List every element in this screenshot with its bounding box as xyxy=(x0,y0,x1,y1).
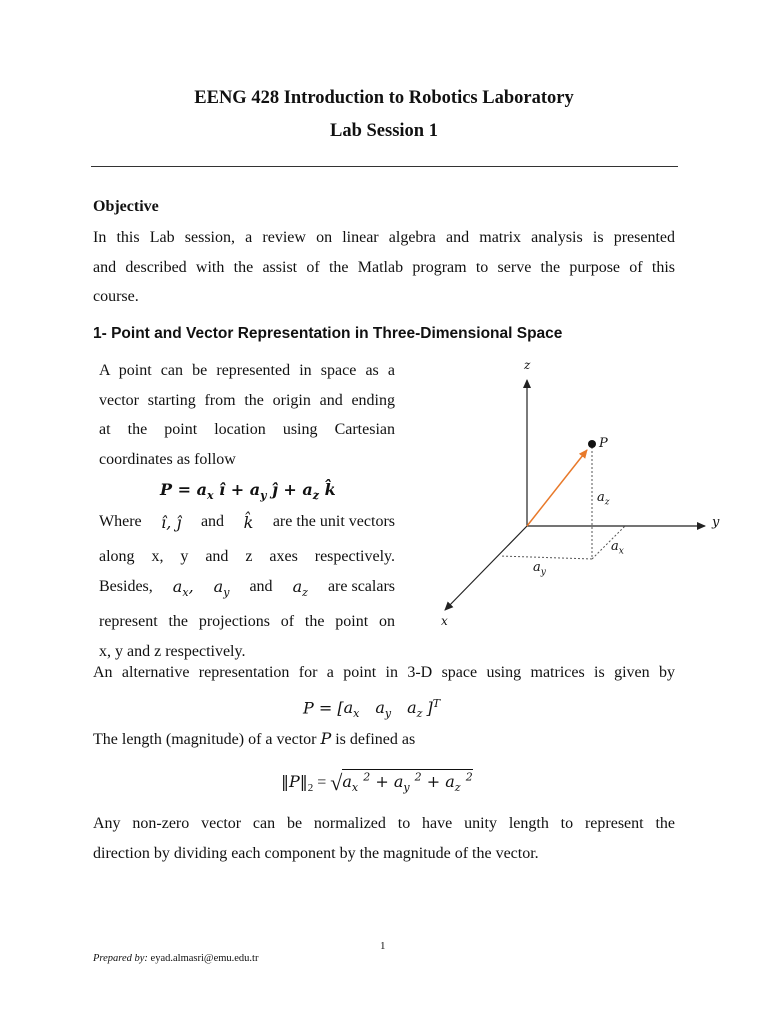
ax-symbol: $a_x$, xyxy=(172,576,194,599)
norm-terms: $a_x$ $^2 + a_y$ $^2 + a_z$ $^2$ xyxy=(342,770,473,795)
alt-representation-line: An alternative representation for a point in 3-D space using matrices is given by xyxy=(93,664,675,681)
y-axis-label: y xyxy=(712,515,720,530)
unit-vectors-ij: î, ĵ xyxy=(161,513,182,532)
are-scalars-text: are scalars xyxy=(327,577,395,595)
and-word: and xyxy=(249,577,273,595)
page-title: EENG 428 Introduction to Robotics Laboratory xyxy=(194,88,574,108)
unit-vector-k: k̂ xyxy=(243,513,254,532)
intro-line: A point can be represented in space as a xyxy=(99,362,395,379)
footer xyxy=(93,953,258,964)
objective-line: course. xyxy=(93,288,139,305)
besides-text: Besides, xyxy=(99,577,153,595)
title-divider xyxy=(91,166,678,167)
norm-equals: = xyxy=(313,774,331,791)
coordinate-diagram xyxy=(420,355,730,635)
matrix-ay: $a_y$ xyxy=(375,698,392,721)
intro-line: coordinates as follow xyxy=(99,450,236,468)
matrix-ax: $a_x$ xyxy=(343,698,360,721)
y-projection xyxy=(500,556,592,559)
norm-lhs: ‖P‖ xyxy=(281,772,308,791)
objective-paragraph xyxy=(93,223,675,312)
besides-line xyxy=(99,572,395,608)
normalize-line: direction by dividing each component by the magnitude of the vector. xyxy=(93,844,539,862)
where-line xyxy=(99,513,395,532)
sqrt-symbol: √ xyxy=(330,770,343,795)
vector-arrow xyxy=(527,450,587,526)
length-text-a: The length (magnitude) of a vector xyxy=(93,731,321,748)
x-axis xyxy=(445,526,527,610)
projection-line: represent the projections of the point on xyxy=(99,613,395,631)
intro-line: vector starting from the origin and ending xyxy=(99,391,395,409)
point-label: P xyxy=(599,436,608,451)
length-line xyxy=(93,729,415,749)
objective-heading: Objective xyxy=(93,198,159,215)
az-symbol: $a_z$ xyxy=(292,576,308,599)
unit-vectors-text: are the unit vectors xyxy=(272,513,395,530)
ax-label: $a_x$ xyxy=(611,539,624,557)
objective-line: and described with the assist of the Matlab program to serve the purpose of this xyxy=(93,258,675,276)
matrix-lhs: P = [ xyxy=(303,698,344,718)
length-text-b: is defined as xyxy=(331,731,416,748)
page-subtitle: Lab Session 1 xyxy=(330,121,438,141)
normalize-line: Any non-zero vector can be normalized to have unity length to represent the xyxy=(93,815,675,832)
matrix-transpose: T xyxy=(432,697,441,710)
section-heading: 1- Point and Vector Representation in Three-Dimensional Space xyxy=(93,325,563,342)
objective-line: In this Lab session, a review on linear algebra and matrix analysis is presented xyxy=(93,229,675,246)
point-p xyxy=(588,440,596,448)
projection-line: x, y and z respectively. xyxy=(99,642,246,660)
matrix-az: $a_z$ xyxy=(407,698,423,721)
prepared-by-label: Prepared by: xyxy=(93,953,148,964)
matrix-close: ] xyxy=(426,698,433,718)
and-text: and xyxy=(200,513,225,530)
x-axis-label: x xyxy=(441,614,448,628)
intro-paragraph xyxy=(99,356,395,474)
where-text: Where xyxy=(99,513,142,530)
author-email: eyad.almasri@emu.edu.tr xyxy=(147,953,259,964)
ay-symbol: $a_y$ xyxy=(213,576,230,599)
page-number: 1 xyxy=(380,940,386,952)
normalize-paragraph xyxy=(93,809,675,868)
matrix-equation xyxy=(303,697,440,721)
vector-equation xyxy=(160,480,336,502)
vector-equation-text: $P = a_x$ î + $a_y$ ĵ + $a_z$ k̂ xyxy=(160,480,336,503)
intro-line: at the point location using Cartesian xyxy=(99,421,395,438)
axes-line: along x, y and z axes respectively. xyxy=(99,548,395,565)
z-axis-label: z xyxy=(524,358,531,372)
az-label: $a_z$ xyxy=(597,490,610,508)
length-vector-p: P xyxy=(320,729,332,748)
axes-paragraph xyxy=(99,542,395,666)
norm-equation xyxy=(281,770,473,796)
ay-label: $a_y$ xyxy=(533,560,546,578)
norm-sub: 2 xyxy=(307,782,314,795)
